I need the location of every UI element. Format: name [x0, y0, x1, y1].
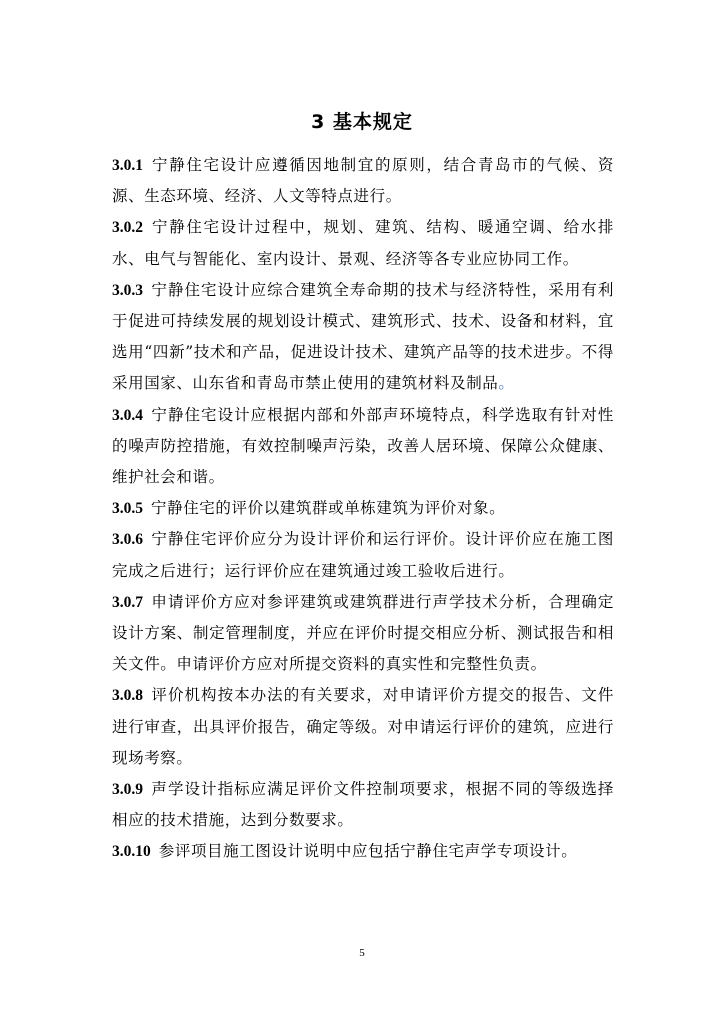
clause-number: 3.0.6: [112, 531, 143, 549]
clause-3-0-2: [112, 212, 614, 274]
clause-3-0-3: [112, 275, 614, 400]
clause-number: 3.0.10: [112, 843, 151, 861]
clause-number: 3.0.5: [112, 500, 143, 518]
clause-3-0-5: [112, 493, 614, 524]
clause-text: 申请评价方应对参评建筑或建筑群进行声学技术分析，合理确定设计方案、制定管理制度，并应在评价时提交相应分析、测试报告和相关文件。申请评价方应对所提交资料的真实性和完整性负责。: [112, 592, 614, 674]
clause-number: 3.0.1: [112, 157, 143, 174]
clause-3-0-7: [112, 587, 614, 681]
clause-number: 3.0.9: [112, 781, 143, 799]
clause-number: 3.0.3: [112, 281, 143, 299]
clause-3-0-4: [112, 400, 614, 494]
clause-text: 宁静住宅设计应根据内部和外部声环境特点，科学选取有针对性的噪声防控措施，有效控制噪声污染，改善人居环境、保障公众健康、维护社会和谐。: [112, 405, 614, 487]
clause-text: 宁静住宅设计过程中，规划、建筑、结构、暖通空调、给水排水、电气与智能化、室内设计、景观、经济等各专业应协同工作。: [112, 218, 614, 268]
clause-ending-period: 。: [498, 374, 515, 393]
clause-list: [112, 150, 614, 868]
clause-number: 3.0.4: [112, 406, 143, 424]
clause-number: 3.0.8: [112, 687, 143, 705]
clause-text: 宁静住宅设计应遵循因地制宜的原则，结合青岛市的气候、资源、生态环境、经济、人文等特点进行。: [112, 156, 614, 206]
clause-number: 3.0.2: [112, 219, 143, 237]
clause-3-0-1: [112, 150, 614, 212]
chapter-title: 3 基本规定: [311, 110, 413, 133]
clause-3-0-6: [112, 524, 614, 586]
page-number: 5: [359, 947, 365, 959]
clause-text: 评价机构按本办法的有关要求，对申请评价方提交的报告、文件进行审查，出具评价报告，确定等级。对申请运行评价的建筑，应进行现场考察。: [112, 686, 614, 767]
clause-3-0-10: [112, 836, 614, 867]
clause-3-0-9: [112, 774, 614, 836]
clause-number: 3.0.7: [112, 593, 143, 611]
clause-text: 宁静住宅的评价以建筑群或单栋建筑为评价对象。: [151, 499, 506, 518]
clause-3-0-8: [112, 680, 614, 774]
clause-text: 宁静住宅设计应综合建筑全寿命期的技术与经济特性，采用有利于促进可持续发展的规划设计模式、建筑形式、技术、设备和材料，宜选用“四新”技术和产品，促进设计技术、建筑产品等的技术进步。不得采用国家、山东省和青岛市禁止使用的建筑材料及制品: [112, 280, 614, 393]
clause-text: 声学设计指标应满足评价文件控制项要求，根据不同的等级选择相应的技术措施，达到分数要求。: [112, 780, 614, 830]
clause-text: 参评项目施工图设计说明中应包括宁静住宅声学专项设计。: [158, 842, 578, 861]
clause-text: 宁静住宅评价应分为设计评价和运行评价。设计评价应在施工图完成之后进行；运行评价应在建筑通过竣工验收后进行。: [112, 530, 614, 580]
